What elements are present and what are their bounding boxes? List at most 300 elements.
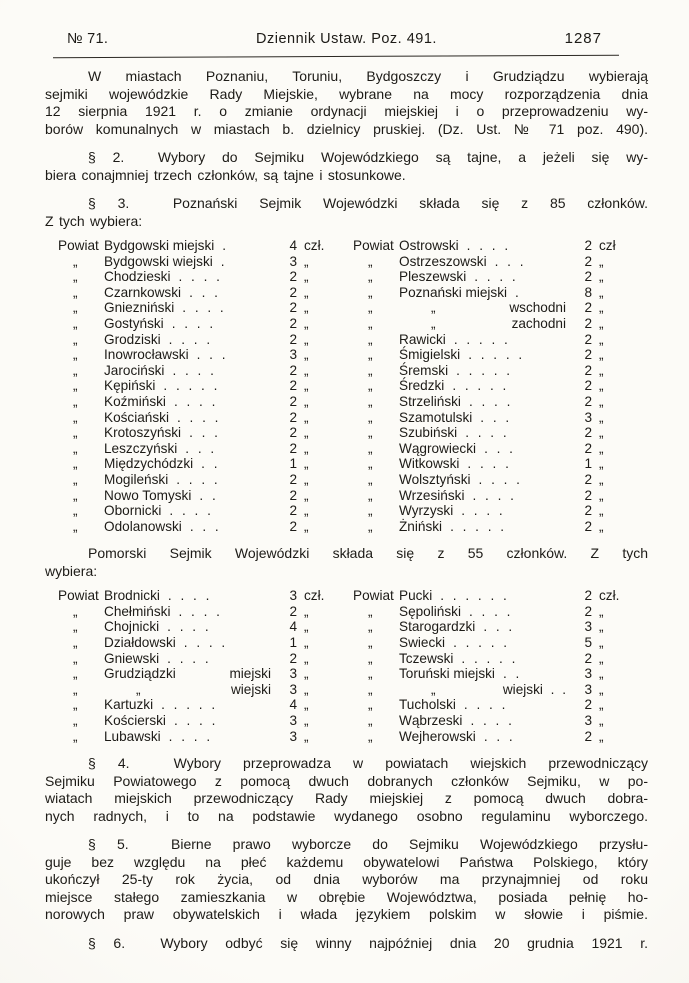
powiat-label: „ [73, 409, 78, 425]
table-row [353, 238, 626, 254]
member-count: 2 [584, 503, 592, 519]
dot-leader: . . . . . [450, 518, 505, 534]
unit-label: „ [304, 518, 309, 534]
powiat-label: „ [73, 666, 78, 682]
member-count: 1 [584, 456, 592, 472]
district-subname: zachodni [511, 315, 566, 331]
powiat-label: „ [368, 393, 373, 409]
powiat-label: Powiat [58, 238, 99, 253]
member-count: 3 [289, 728, 297, 744]
table-row [353, 682, 626, 698]
powiat-label: „ [73, 471, 78, 487]
district-name: Chodzieski [104, 269, 171, 285]
unit-label: „ [304, 650, 309, 666]
powiat-label: „ [368, 681, 373, 697]
district-name: Toruński miejski [399, 666, 495, 682]
table-row [353, 347, 626, 363]
powiat-label: „ [368, 619, 373, 635]
dot-leader: . . . . [171, 315, 214, 331]
dot-leader: . . . . [468, 603, 511, 619]
district-name: Szubiński [399, 425, 458, 441]
text-line: § 2. Wybory do Sejmiku Wojewódzkiego są tajne, a jeżeli się wy- [88, 149, 648, 165]
unit-label: „ [599, 269, 604, 285]
dot-leader: . . . . [182, 300, 224, 316]
table-column-right [353, 238, 626, 534]
intro-paragraph [45, 68, 648, 138]
unit-label: „ [599, 603, 604, 619]
unit-label: czł [599, 238, 616, 253]
table-row [353, 269, 626, 285]
member-count: 2 [584, 728, 592, 744]
powiat-label: „ [368, 269, 373, 285]
district-name: „ [431, 315, 436, 331]
table-row [353, 254, 626, 270]
table-row [58, 425, 331, 441]
unit-label: „ [304, 635, 309, 651]
powiat-label: „ [73, 362, 78, 378]
district-name: Witkowski [399, 456, 460, 472]
district-name: Poznański miejski [399, 284, 508, 300]
district-name: Wyrzyski [399, 503, 454, 519]
dot-leader: . . . . . [468, 347, 523, 363]
district-name: Wrzesiński [399, 487, 465, 503]
district-subname: miejski [229, 666, 271, 682]
member-count: 1 [289, 635, 297, 651]
text-line: sejmiki wojewódzkie Rady Miejskie, wybrane na mocy rozporządzenia dnia [45, 85, 648, 102]
member-count: 2 [584, 393, 592, 409]
member-count: 2 [584, 650, 592, 666]
dot-leader: . . . . [466, 238, 509, 253]
table-row [353, 285, 626, 301]
powiat-label: „ [368, 650, 373, 666]
dot-leader: . . . . [183, 635, 226, 651]
dot-leader: . . . . [474, 269, 516, 285]
unit-label: „ [304, 362, 309, 378]
dot-leader: . . . . . [456, 362, 511, 378]
dot-leader: . . . . [176, 409, 219, 425]
table-column-right [353, 588, 626, 744]
table-row [58, 651, 331, 667]
dot-leader: . . . . [461, 503, 503, 519]
district-name: Pleszewski [399, 269, 467, 285]
member-count: 2 [289, 425, 297, 441]
table-row [58, 604, 331, 620]
table-row [58, 269, 331, 285]
unit-label: „ [599, 425, 604, 441]
district-name: „ [431, 681, 436, 697]
member-count: 3 [289, 713, 297, 729]
unit-label: „ [304, 331, 309, 347]
unit-label: „ [599, 331, 604, 347]
district-name: Wągrowiecki [399, 440, 477, 456]
member-count: 4 [289, 238, 297, 253]
member-count: 2 [289, 409, 297, 425]
dot-leader: . . . . [467, 456, 509, 472]
dot-leader: . . . . [468, 393, 511, 409]
dot-leader: . . . [483, 619, 513, 635]
unit-label: „ [599, 697, 604, 713]
unit-label: „ [304, 603, 309, 619]
dot-leader: . . . . [176, 471, 218, 487]
powiat-label: „ [368, 456, 373, 472]
powiat-label: „ [73, 728, 78, 744]
district-name: Brodnicki [104, 588, 160, 604]
issue-number: № 71. [67, 31, 109, 47]
table-row [353, 441, 626, 457]
powiat-label: „ [73, 635, 78, 651]
powiat-label: „ [368, 347, 373, 363]
member-count: 3 [289, 347, 297, 363]
table-row [58, 441, 331, 457]
text-line: § 3. Poznański Sejmik Wojewódzki składa się z 85 członków. [88, 195, 648, 211]
district-name: Chojnicki [104, 619, 160, 635]
table-row [353, 713, 626, 729]
district-name: Pucki [399, 588, 433, 604]
member-count: 1 [289, 456, 297, 472]
unit-label: „ [304, 393, 309, 409]
unit-label: „ [599, 619, 604, 635]
text-line: wiatach miejskich przewodniczący Rady miejskiej z pomocą dwuch dobra- [45, 790, 648, 807]
unit-label: „ [304, 253, 309, 269]
unit-label: „ [599, 471, 604, 487]
member-count: 3 [584, 619, 592, 635]
unit-label: „ [304, 666, 309, 682]
dot-leader: . . . . [470, 713, 512, 729]
powiat-label: „ [73, 697, 78, 713]
district-name: Leszczyński [104, 440, 178, 456]
unit-label: „ [599, 347, 604, 363]
table-row [353, 363, 626, 379]
table-row [58, 285, 331, 301]
dot-leader: . . . . [168, 331, 211, 347]
powiat-label: „ [73, 253, 78, 269]
unit-label: „ [599, 253, 604, 269]
dot-leader: . . . . . [461, 650, 516, 666]
district-name: Tczewski [399, 650, 454, 666]
dot-leader: . . . [189, 425, 218, 441]
unit-label: „ [599, 713, 604, 729]
powiat-label: „ [368, 409, 373, 425]
dot-leader: . . . [484, 440, 513, 456]
district-name: Chełmiński [104, 603, 171, 619]
unit-label: „ [599, 362, 604, 378]
district-name: Sępoliński [399, 603, 461, 619]
unit-label: „ [304, 378, 309, 394]
unit-label: „ [304, 728, 309, 744]
district-name: Tucholski [399, 697, 456, 713]
member-count: 2 [289, 393, 297, 409]
table-row [353, 619, 626, 635]
table-row [58, 410, 331, 426]
member-count: 2 [584, 315, 592, 331]
district-name: Rawicki [399, 331, 446, 347]
table-row [353, 394, 626, 410]
member-count: 3 [289, 253, 297, 269]
district-name: Wolsztyński [399, 471, 471, 487]
powiat-label: „ [368, 315, 373, 331]
unit-label: „ [304, 503, 309, 519]
table-row [58, 713, 331, 729]
district-name: Lubawski [104, 728, 161, 744]
district-name: Wąbrzeski [399, 713, 463, 729]
member-count: 8 [584, 284, 592, 300]
powiat-label: Powiat [58, 588, 99, 604]
dot-leader: . . . . [167, 650, 209, 666]
dot-leader: . . . [483, 728, 513, 744]
district-name: Ostrowski [399, 238, 459, 253]
dot-leader: . . . . [178, 269, 220, 285]
district-name: Bydgowski miejski [104, 238, 215, 253]
district-name: Jarociński [104, 362, 165, 378]
table-row [58, 503, 331, 519]
table-row [353, 697, 626, 713]
powiat-label: Powiat [353, 238, 394, 253]
powiat-label: „ [368, 666, 373, 682]
section-6-paragraph [45, 935, 648, 953]
powiat-label: „ [73, 425, 78, 441]
table-row [353, 651, 626, 667]
unit-label: „ [304, 713, 309, 729]
member-count: 2 [584, 588, 592, 604]
member-count: 3 [584, 713, 592, 729]
dot-leader: . . . [189, 284, 218, 300]
district-subname: wiejski [230, 681, 271, 697]
powiat-label: „ [73, 378, 78, 394]
member-count: 3 [289, 681, 297, 697]
table-row [353, 378, 626, 394]
member-count: 2 [289, 503, 297, 519]
unit-label: „ [599, 503, 604, 519]
text-line: § 4. Wybory przeprowadza w powiatach wiejskich przewodniczący [88, 755, 648, 772]
text-line: norowych praw obywatelskich i włada językiem polskim w słowie i piśmie. [45, 906, 648, 923]
table-row [353, 472, 626, 488]
member-count: 2 [289, 315, 297, 331]
table-column-left [58, 588, 331, 744]
member-count: 2 [289, 650, 297, 666]
member-count: 2 [289, 440, 297, 456]
text-line: guje bez względu na płeć każdemu obywatelowi Państwa Polskiego, który [45, 853, 648, 870]
powiat-label: „ [73, 300, 78, 316]
powiat-label: „ [368, 713, 373, 729]
district-subname: wiejski . . [502, 681, 566, 697]
district-name: Gniewski [104, 650, 160, 666]
dot-leader: . . . . [172, 362, 214, 378]
table-row [353, 588, 626, 604]
district-name: „ [136, 681, 141, 697]
member-count: 2 [584, 253, 592, 269]
unit-label: „ [599, 487, 604, 503]
district-name: Czarnkowski [104, 284, 182, 300]
powiat-label: „ [368, 503, 373, 519]
district-name: Koźmiński [104, 393, 166, 409]
member-count: 2 [584, 518, 592, 534]
dot-leader: . . [199, 487, 216, 503]
member-count: 2 [289, 378, 297, 394]
powiat-label: „ [73, 487, 78, 503]
table-row [353, 488, 626, 504]
powiat-label: „ [73, 603, 78, 619]
table-row [353, 604, 626, 620]
dot-leader: . . . . . [453, 635, 508, 651]
text-line: § 5. Bierne prawo wyborcze do Sejmiku Wojewódzkiego przysłu- [88, 836, 648, 853]
table-row [58, 588, 331, 604]
dot-leader: . . . . [472, 487, 514, 503]
dot-leader: . [222, 238, 227, 253]
table-row [353, 635, 626, 651]
dot-leader: . . . . . [453, 331, 508, 347]
member-count: 4 [289, 697, 297, 713]
district-name: Bydgowski wiejski [104, 253, 213, 269]
unit-label: „ [304, 300, 309, 316]
powiat-label: „ [368, 378, 373, 394]
dot-leader: . . . . [168, 728, 211, 744]
table-row [58, 488, 331, 504]
powiat-label: „ [368, 440, 373, 456]
dot-leader: . . . . [169, 503, 211, 519]
page-header [45, 30, 648, 47]
section-3-paragraph [45, 195, 648, 230]
district-name: Kępiński [104, 378, 156, 394]
table-row [58, 666, 331, 682]
powiat-label: „ [368, 284, 373, 300]
dot-leader: . . [201, 456, 218, 472]
unit-label: „ [304, 315, 309, 331]
dot-leader: . . . . [463, 697, 506, 713]
unit-label: „ [599, 440, 604, 456]
text-line: 12 sierpnia 1921 r. o zmianie ordynacji miejskiej i o przeprowadzeniu wy- [45, 103, 648, 119]
member-count: 2 [584, 471, 592, 487]
dot-leader: . . . . . [161, 697, 216, 713]
text-line: Z tych wybiera: [45, 212, 143, 229]
text-line: Sejmiku Powiatowego z pomocą dwuch dobranych członków Sejmiku, w po- [45, 772, 648, 789]
powiat-label: „ [73, 284, 78, 300]
powiat-label: „ [73, 440, 78, 456]
unit-label: „ [304, 681, 309, 697]
dot-leader: . . . . [178, 603, 220, 619]
header-divider [53, 55, 619, 58]
table-row [58, 316, 331, 332]
unit-label: „ [304, 440, 309, 456]
member-count: 3 [289, 666, 297, 682]
powiat-label: „ [73, 681, 78, 697]
dot-leader: . . . . [173, 713, 216, 729]
unit-label: „ [304, 409, 309, 425]
unit-label: „ [304, 347, 309, 363]
member-count: 2 [584, 300, 592, 316]
powiat-label: „ [368, 603, 373, 619]
member-count: 2 [289, 362, 297, 378]
pomorski-sejmik-table [58, 588, 648, 744]
table-row [58, 332, 331, 348]
district-name: Średzki [399, 378, 445, 394]
dot-leader: . [515, 284, 519, 300]
district-name: Swiecki [399, 635, 446, 651]
district-name: Śremski [399, 362, 449, 378]
district-name: Grodziski [104, 331, 161, 347]
dot-leader: . . . [494, 253, 524, 269]
unit-label: „ [599, 409, 604, 425]
unit-label: „ [599, 518, 604, 534]
member-count: 2 [584, 238, 592, 253]
district-name: Strzeliński [399, 393, 461, 409]
district-name: Wejherowski [399, 728, 476, 744]
member-count: 2 [584, 697, 592, 713]
powiat-label: „ [73, 518, 78, 534]
dot-leader: . . . [189, 518, 219, 534]
member-count: 5 [584, 635, 592, 651]
section-2-paragraph [45, 149, 648, 184]
table-column-left [58, 238, 331, 534]
powiat-label: „ [368, 425, 373, 441]
member-count: 2 [289, 603, 297, 619]
district-name: Gniezniński [104, 300, 175, 316]
powiat-label: „ [368, 362, 373, 378]
table-row [58, 238, 331, 254]
member-count: 2 [584, 425, 592, 441]
dot-leader: . . [502, 666, 520, 682]
district-name: Ostrzeszowski [399, 253, 487, 269]
table-row [58, 682, 331, 698]
district-name: Nowo Tomyski [104, 487, 192, 503]
text-line: W miastach Poznaniu, Toruniu, Bydgoszczy i Grudziądzu wybierają [88, 68, 648, 84]
table-row [58, 300, 331, 316]
unit-label: „ [304, 456, 309, 472]
member-count: 2 [289, 331, 297, 347]
unit-label: „ [599, 393, 604, 409]
unit-label: czł. [304, 238, 325, 253]
powiat-label: „ [73, 347, 78, 363]
text-line: biera conajmniej trzech członków, są tajne i stosunkowe. [45, 166, 406, 183]
powiat-label: „ [73, 331, 78, 347]
powiat-label: „ [368, 331, 373, 347]
powiat-label: „ [73, 456, 78, 472]
table-row [58, 378, 331, 394]
unit-label: „ [304, 471, 309, 487]
powiat-label: „ [368, 300, 373, 316]
powiat-label: Powiat [353, 588, 394, 604]
dot-leader: . . . . [173, 393, 216, 409]
member-count: 2 [289, 471, 297, 487]
district-name: Obornicki [104, 503, 162, 519]
pomorski-paragraph [45, 545, 648, 580]
unit-label: czł. [599, 588, 620, 604]
table-row [58, 394, 331, 410]
member-count: 3 [584, 681, 592, 697]
text-line: Pomorski Sejmik Wojewódzki składa się z 55 członków. Z tych [88, 545, 648, 562]
table-row [58, 456, 331, 472]
unit-label: czł. [304, 588, 325, 604]
table-row [353, 519, 626, 535]
unit-label: „ [304, 284, 309, 300]
table-row [353, 425, 626, 441]
powiat-label: „ [368, 728, 373, 744]
district-name: Kartuzki [104, 697, 154, 713]
dot-leader: . . . [196, 347, 226, 363]
table-row [58, 254, 331, 270]
text-line: ukończył 25-ty rok życia, od dnia wyborów ma przynajmniej od roku [45, 871, 648, 888]
member-count: 3 [584, 409, 592, 425]
unit-label: „ [304, 425, 309, 441]
dot-leader: . . . [185, 440, 215, 456]
unit-label: „ [599, 681, 604, 697]
powiat-label: „ [368, 471, 373, 487]
powiat-label: „ [368, 518, 373, 534]
table-row [353, 300, 626, 316]
dot-leader: . . . . [167, 588, 210, 604]
table-row [58, 472, 331, 488]
unit-label: „ [599, 284, 604, 300]
table-row [353, 503, 626, 519]
